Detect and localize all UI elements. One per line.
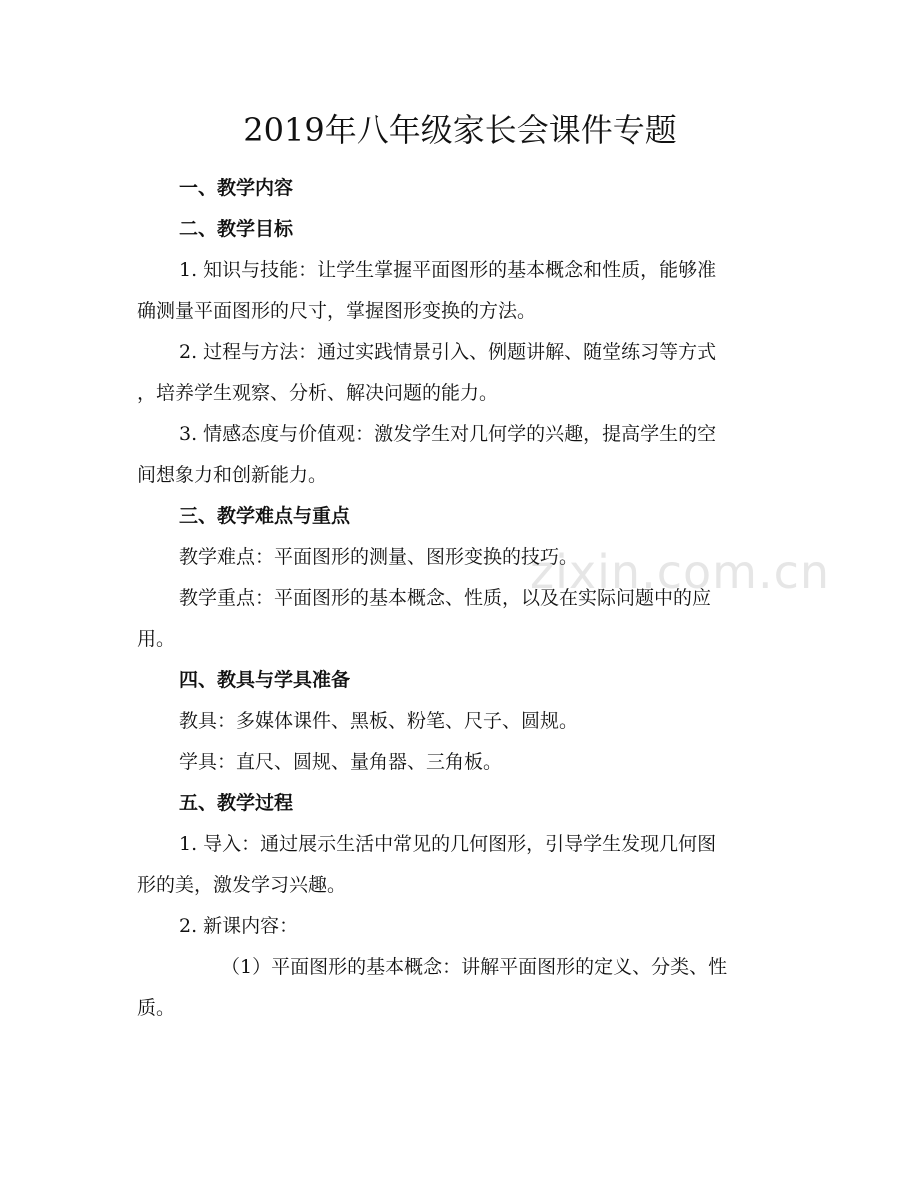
section-heading-content: 一、教学内容: [179, 177, 294, 199]
paragraph-line: 2. 新课内容：: [179, 915, 299, 937]
document-title: 2019年八年级家长会课件专题: [243, 111, 677, 149]
section-heading-process: 五、教学过程: [179, 792, 294, 814]
section-heading-objectives: 二、教学目标: [179, 218, 294, 240]
paragraph-line: 质。: [137, 997, 176, 1019]
paragraph-line: 教学难点：平面图形的测量、图形变换的技巧。: [179, 546, 579, 568]
watermark: zixin.com.cn: [530, 545, 831, 599]
document-body: [137, 168, 783, 1029]
paragraph-line: 3. 情感态度与价值观：激发学生对几何学的兴趣，提高学生的空: [179, 423, 717, 445]
paragraph-line: 形的美，激发学习兴趣。: [137, 874, 347, 896]
paragraph-line: 2. 过程与方法：通过实践情景引入、例题讲解、随堂练习等方式: [179, 341, 717, 363]
paragraph-line: 学具：直尺、圆规、量角器、三角板。: [179, 751, 503, 773]
paragraph-line: （1）平面图形的基本概念：讲解平面图形的定义、分类、性: [221, 956, 728, 978]
paragraph-line: 间想象力和创新能力。: [137, 464, 328, 486]
section-heading-difficulties: 三、教学难点与重点: [179, 505, 351, 527]
paragraph-line: 用。: [137, 628, 176, 650]
paragraph-line: 教具：多媒体课件、黑板、粉笔、尺子、圆规。: [179, 710, 579, 732]
paragraph-line: 教学重点：平面图形的基本概念、性质，以及在实际问题中的应: [179, 587, 712, 609]
section-heading-tools: 四、教具与学具准备: [179, 669, 351, 691]
paragraph-line: ，培养学生观察、分析、解决问题的能力。: [137, 382, 499, 404]
paragraph-line: 1. 导入：通过展示生活中常见的几何图形，引导学生发现几何图: [179, 833, 717, 855]
paragraph-line: 确测量平面图形的尺寸，掌握图形变换的方法。: [137, 300, 537, 322]
paragraph-line: 1. 知识与技能：让学生掌握平面图形的基本概念和性质，能够准: [179, 259, 717, 281]
